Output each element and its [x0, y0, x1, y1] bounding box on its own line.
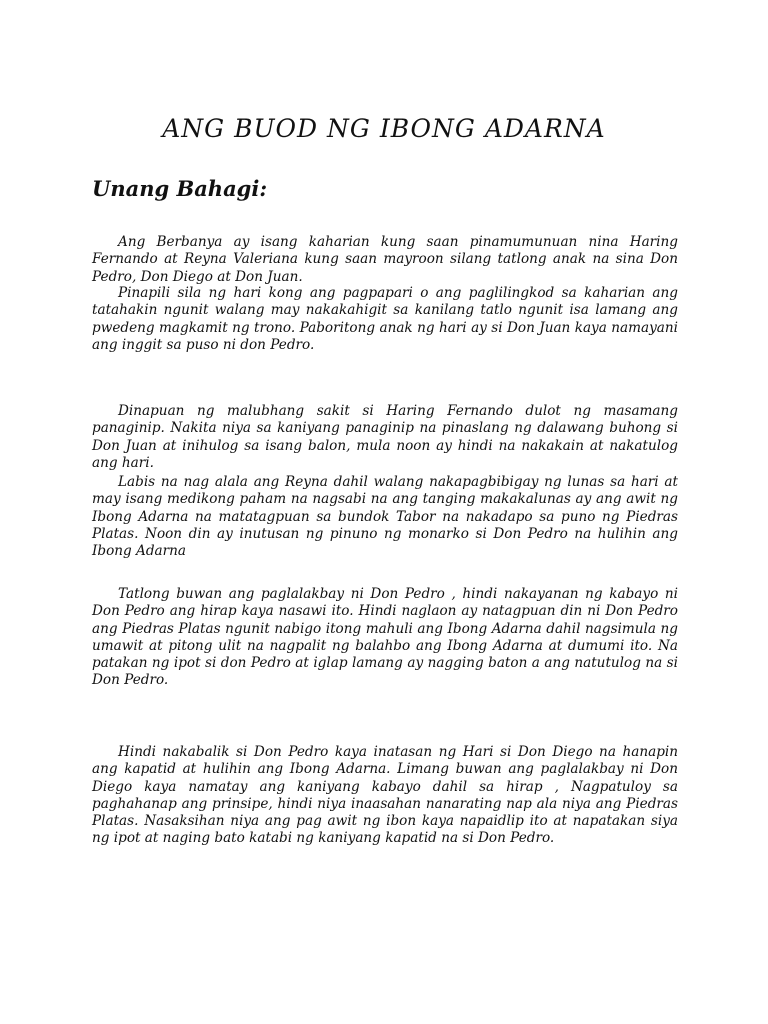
paragraph-text: Pinapili sila ng hari kong ang pagpapari o ang paglilingkod sa kaharian ang tatahakin ngunit walang may nakakahigit sa kanilang tatlo ngunit isa lamang ang pwedeng magkamit ng trono. Paboritong anak ng hari ay si Don Juan kaya namayani ang inggit sa puso ni don Pedro. — [92, 285, 678, 353]
paragraph-text: Dinapuan ng malubhang sakit si Haring Fernando dulot ng masamang panaginip. Nakita niya sa kaniyang panaginip na pinaslang ng dalawang buhong si Don Juan at inihulog sa isang balon, mula noon ay hindi na nakakain at nakatulog ang hari. — [92, 403, 678, 471]
paragraph-text: Ang Berbanya ay isang kaharian kung saan pinamumunuan nina Haring Fernando at Reyna Valeriana kung saan mayroon silang tatlong anak na sina Don Pedro, Don Diego at Don Juan. — [92, 234, 678, 285]
paragraph-text: Hindi nakabalik si Don Pedro kaya inatasan ng Hari si Don Diego na hanapin ang kapatid at hulihin ang Ibong Adarna. Limang buwan ang paglalakbay ni Don Diego kaya namatay ang kaniyang kabayo dahil sa hirap , Nagpatuloy sa paghahanap ang prinsipe, hindi niya inaasahan nanarating nap ala niya ang Piedras Platas. Nasaksihan niya ang pag awit ng ibon kaya napaidlip ito at napatakan siya ng ipot at naging bato katabi ng kaniyang kapatid na si Don Pedro. — [92, 744, 678, 847]
paragraph-text: Labis na nag alala ang Reyna dahil walang nakapagbibigay ng lunas sa hari at may isang medikong paham na nagsabi na ang tanging makakalunas ay ang awit ng Ibong Adarna na matatagpuan sa bundok Tabor na nakadapo sa puno ng Piedras Platas. Noon din ay inutusan ng pinuno ng monarko si Don Pedro na hulihin ang Ibong Adarna — [92, 474, 678, 560]
paragraph-3 — [92, 403, 678, 472]
paragraph-6 — [92, 744, 678, 848]
document-title: ANG BUOD NG IBONG ADARNA — [162, 114, 606, 143]
section-heading: Unang Bahagi: — [92, 176, 268, 201]
paragraph-1 — [92, 234, 678, 286]
paragraph-text: Tatlong buwan ang paglalakbay ni Don Pedro , hindi nakayanan ng kabayo ni Don Pedro ang hirap kaya nasawi ito. Hindi naglaon ay natagpuan din ni Don Pedro ang Piedras Platas ngunit nabigo itong mahuli ang Ibong Adarna dahil nagsimula ng umawit at pitong ulit na nagpalit ng balahbo ang Ibong Adarna at dumumi ito. Na patakan ng ipot si don Pedro at iglap lamang ay nagging baton a ang natutulog na si Don Pedro. — [92, 586, 678, 689]
paragraph-2 — [92, 285, 678, 354]
paragraph-5 — [92, 586, 678, 690]
paragraph-4 — [92, 474, 678, 560]
